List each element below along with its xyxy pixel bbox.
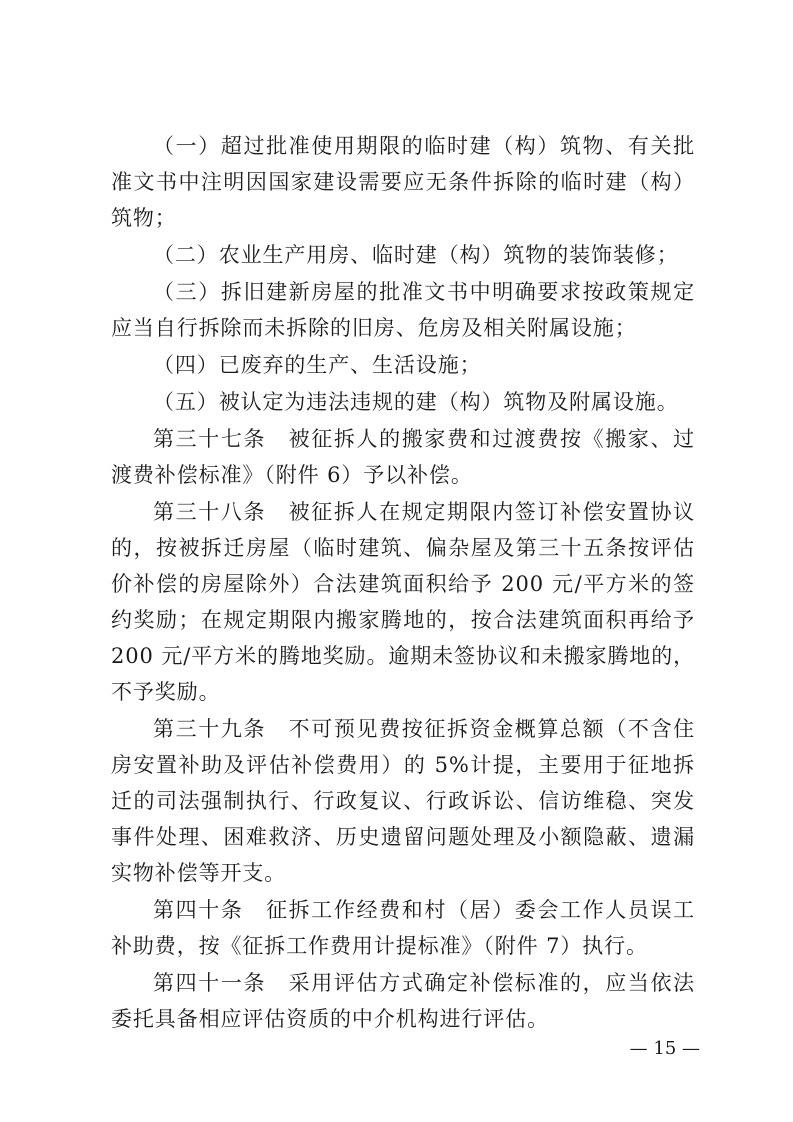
document-body [111,128,695,1038]
article-38: 第三十八条 被征拆人在规定期限内签订补偿安置协议的，按被拆迁房屋（临时建筑、偏杂屋及第三十五条按评估价补偿的房屋除外）合法建筑面积给予 200 元/平方米的签约奖励；在规定期限内搬家腾地的，按合法建筑面积再给予 200 元/平方米的腾地奖励。逾期未签协议和未搬家腾地的，不予奖励。 [111,500,695,704]
paragraph-item-3: （三）拆旧建新房屋的批准文书中明确要求按政策规定应当自行拆除而未拆除的旧房、危房及相关附属设施； [111,280,695,340]
paragraph-item-4: （四）已废弃的生产、生活设施； [153,353,482,377]
page-number: — 15 — [629,1038,700,1059]
article-40: 第四十条 征拆工作经费和村（居）委会工作人员误工补助费，按《征拆工作费用计提标准》（附件 7）执行。 [111,898,695,958]
paragraph-item-1: （一）超过批准使用期限的临时建（构）筑物、有关批准文书中注明因国家建设需要应无条件拆除的临时建（构）筑物； [111,134,695,230]
article-37: 第三十七条 被征拆人的搬家费和过渡费按《搬家、过渡费补偿标准》（附件 6）予以补偿。 [111,427,695,487]
article-39: 第三十九条 不可预见费按征拆资金概算总额（不含住房安置补助及评估补偿费用）的 5%计提，主要用于征地拆迁的司法强制执行、行政复议、行政诉讼、信访维稳、突发事件处理、困难救济、历史遗留问题处理及小额隐蔽、遗漏实物补偿等开支。 [111,717,695,885]
paragraph-item-5: （五）被认定为违法违规的建（构）筑物及附属设施。 [153,390,679,414]
article-41: 第四十一条 采用评估方式确定补偿标准的，应当依法委托具备相应评估资质的中介机构进行评估。 [111,971,695,1031]
paragraph-item-2: （二）农业生产用房、临时建（构）筑物的装饰装修； [153,243,679,267]
